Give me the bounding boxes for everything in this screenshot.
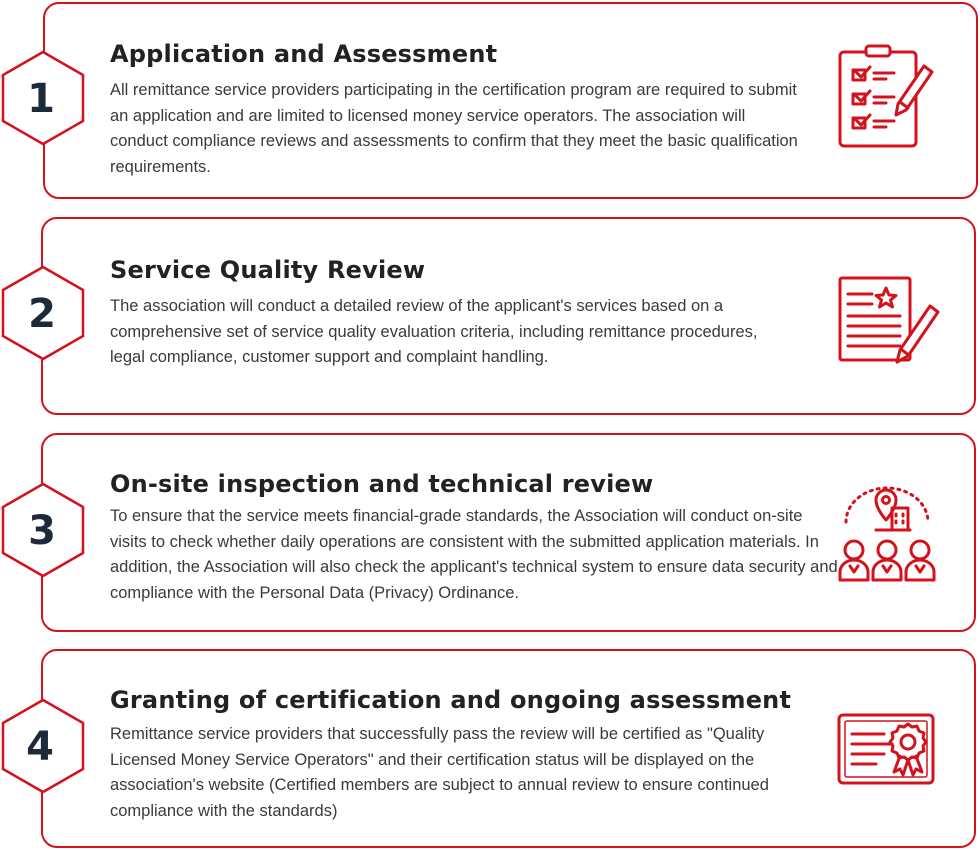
step-title: Service Quality Review	[110, 256, 426, 284]
step-1	[0, 0, 980, 200]
document-star-pencil-icon	[836, 274, 942, 374]
step-description: Remittance service providers that successfully pass the review will be certified as "Quality Licensed Money Service Operators" and their certification status will be displayed on the association's website (Certified members are subject to annual review to ensure continued compliance with the standards)	[110, 725, 769, 820]
step-number: 3	[28, 508, 56, 554]
step-title: Granting of certification and ongoing assessment	[110, 686, 792, 714]
step-2	[0, 216, 980, 416]
step-title: Application and Assessment	[110, 40, 498, 68]
step-number-badge	[0, 697, 86, 795]
step-description: The association will conduct a detailed review of the applicant's services based on a comprehensive set of service quality evaluation criteria, including remittance procedures, legal compliance, customer support and complaint handling.	[110, 297, 758, 366]
step-4	[0, 648, 980, 848]
step-number-badge	[0, 49, 86, 147]
step-number: 1	[27, 76, 55, 122]
step-description: To ensure that the service meets financial-grade standards, the Association will conduct on-site visits to check whether daily operations are consistent with the submitted application materials. In addition, the Association will also check the applicant's technical system to ensure data security and compliance with the Personal Data (Privacy) Ordinance.	[110, 507, 838, 602]
certificate-ribbon-icon	[836, 712, 936, 786]
step-description: All remittance service providers participating in the certification program are required to submit an application and are limited to licensed money service operators. The association will conduct compliance reviews and assessments to confirm that they meet the basic qualification requirements.	[110, 81, 798, 176]
step-3	[0, 432, 980, 632]
step-title: On-site inspection and technical review	[110, 470, 654, 498]
step-number: 2	[28, 291, 56, 337]
onsite-team-location-icon	[836, 484, 938, 582]
step-number: 4	[26, 724, 54, 770]
step-number-badge	[0, 264, 86, 362]
step-number-badge	[0, 481, 86, 579]
clipboard-checklist-icon	[836, 44, 936, 150]
